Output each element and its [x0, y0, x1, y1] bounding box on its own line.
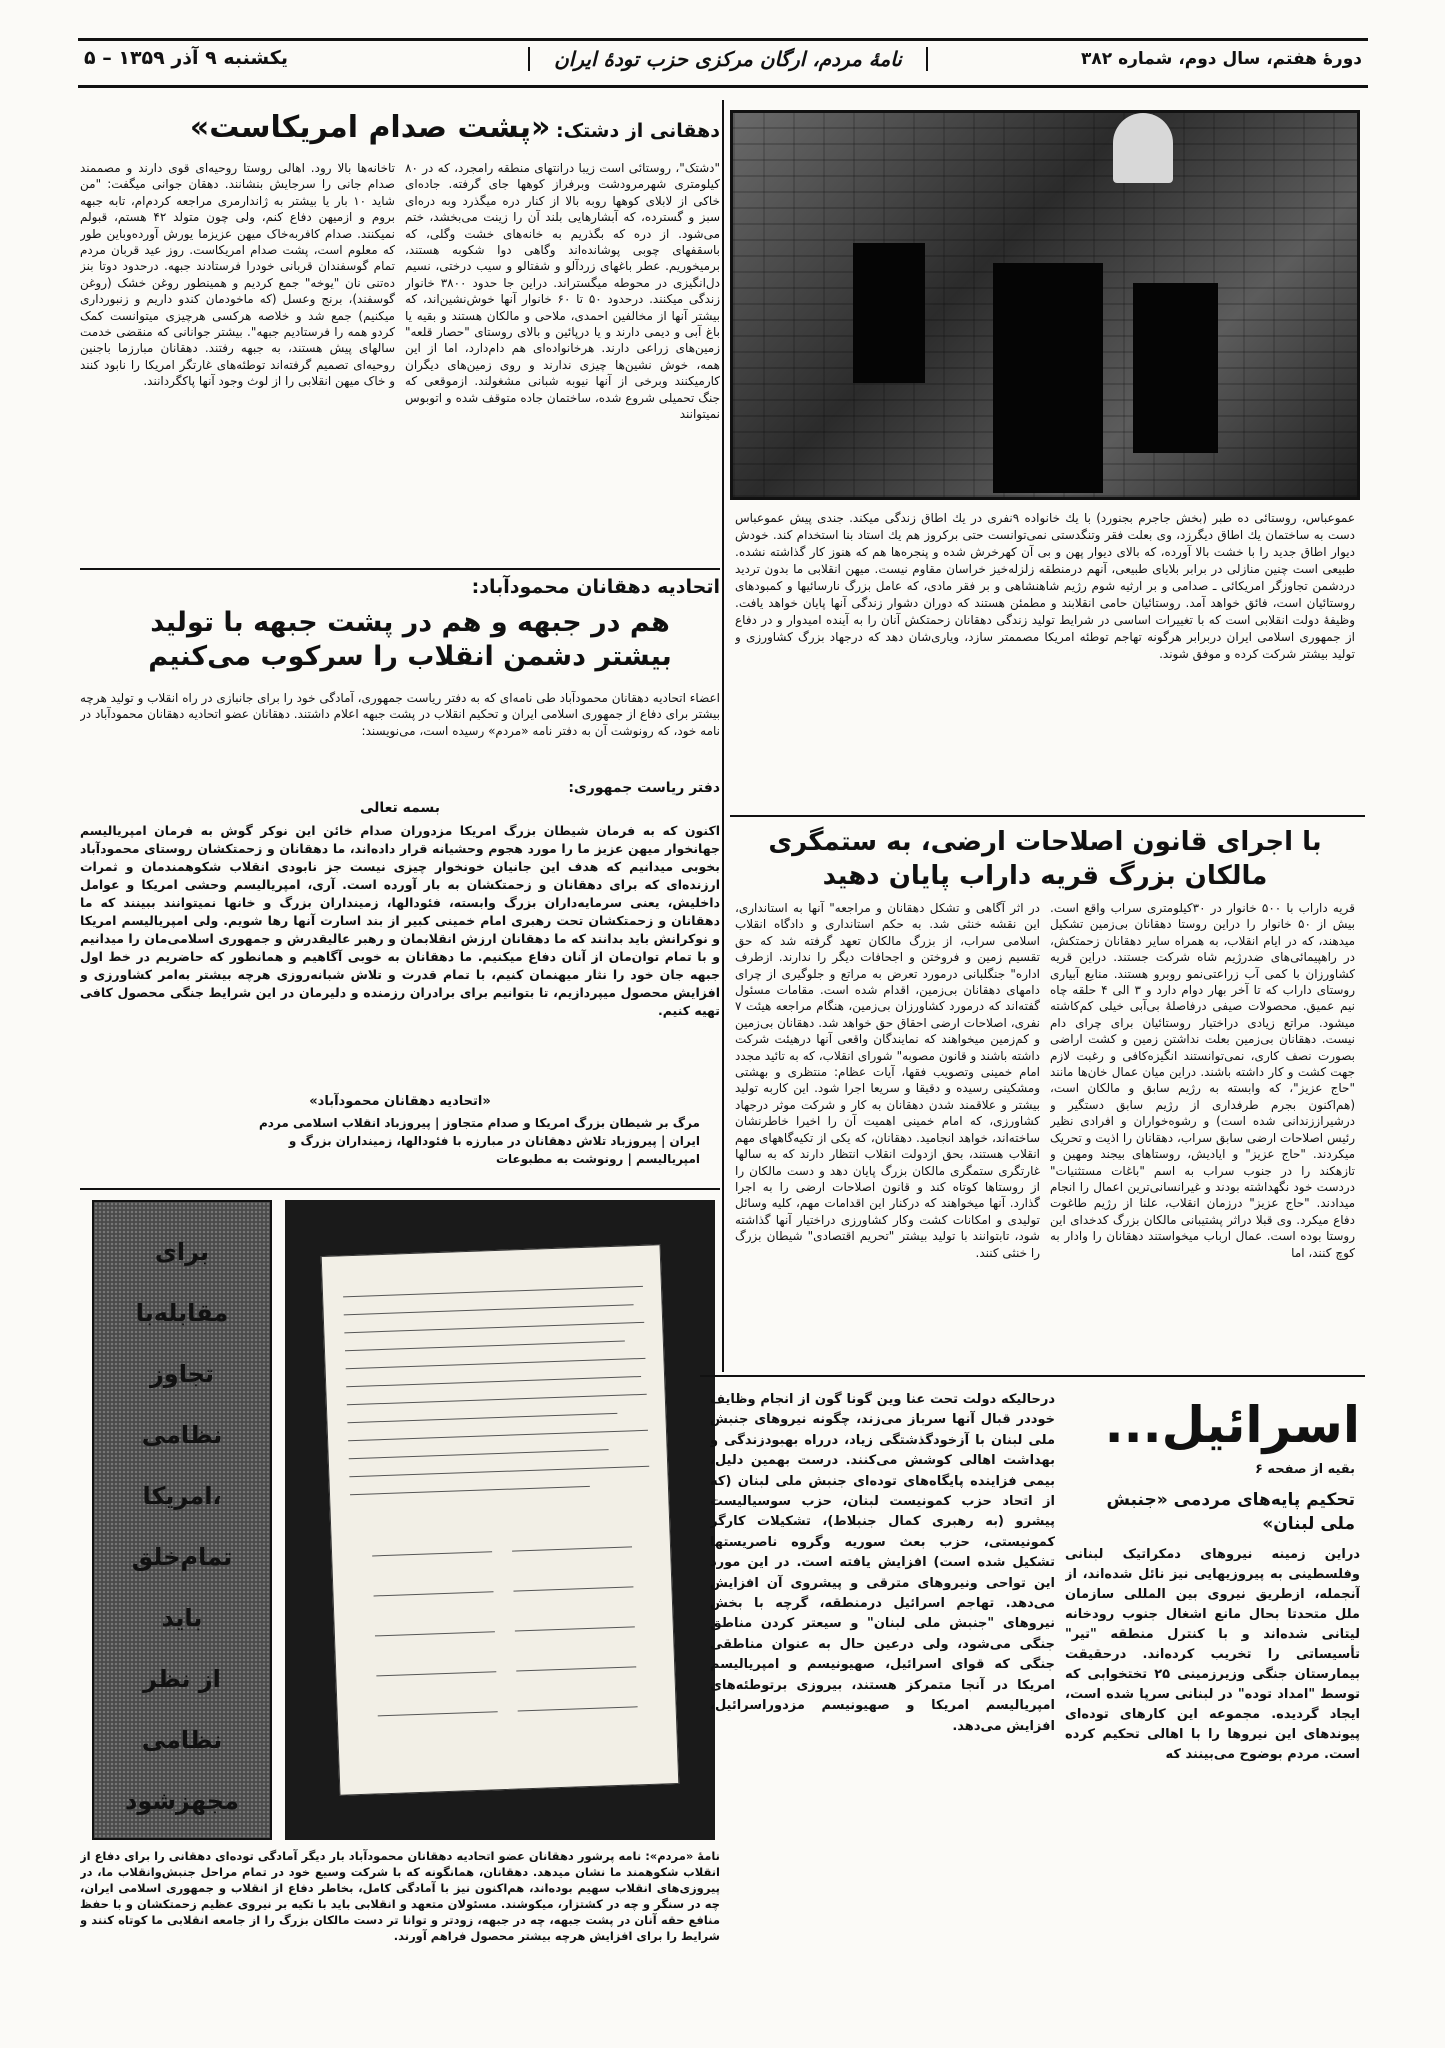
poster-line: تمام‌خلق	[131, 1543, 233, 1571]
israel-col-a: دراین زمینه نیروهای دمکراتیک لبنانی وفلسطینی به پیروزیهایی نیز نائل شده‌اند، از آنجمله، ازطریق نیروی بین المللی سازمان ملل متحدتا بحال مانع اشغال جنوب رودخانه لیتانی شده‌اند و با کنترل منطقه "تیر" تأسیساتی را تخریب کرده‌اند. درحقیقت بیمارستان جنگی وزیرزمینی ۲۵ تختخوابی که توسط "امداد توده" در لبنانی سرپا شده است، ایجاد گردیده. مجموعه این کارهای توده‌ای پیوندهای این نیروها را با اهالی تحکیم کرده است. مردم بوضوح می‌بینند که	[1065, 1547, 1360, 1762]
union-bism: بسمه تعالی	[359, 800, 441, 816]
land-col-b: در اثر آگاهی و تشکل دهقانان و مراجعه" آنها به استانداری، این نقشه خنثی شد. به حکم استانداری و دادگاه انقلاب اسلامی سراب، از بزرگ مالکان تعهد گرفته شد که حق تقسیم زمین و فروختن و اجحافات دیگر را ندارند. ازطرف اداره" جنگلبانی درمورد تعرض به مراتع و جلوگیری از چرای دامهای دهقانان بی‌زمین، اقدام شده است. مقامات مسئول گفته‌اند که درمورد کشاورزان بی‌زمین، هنگام مراجعه هیئت ۷ نفری، اصلاحات ارضی احقاق حق خواهد شد. دهقانان بی‌زمین و کم‌زمین میخواهند که نمایندگان واقعی آنها درهیئت شرکت داشته باشند و قانون مصوبه" شورای انقلاب، که به تائید مجدد امام خمینی وتصویب فقها، آیات عظام: منتظری و بهشتی ومشکینی رسیده و دقیقا و سریعا اجرا شود. این کاربه تولید بیشتر و علاقمند شدن دهقانان به کار و شرکت موثر درجهاد کشاورزی، که امام خمینی اهمیت آن را اخیرا خاطرنشان ساخته‌اند، خواهد انجامید. دهقانان، که یکی از تکیه‌گاههای مهم انقلاب هستند، بحق ازدولت انقلاب انتظار دارند که به سالها غارتگری ستمگری مالکان بزرگ پایان دهد و دست مالکان را از روستاها کوتاه کند و قانون اصلاحات ارضی را به اجرا گذارد. آنها میخواهند که درکنار این اقدامات مهم، کلیه وسائل تولیدی و امکانات کشت وکار کشاورزی دراختیار آنها گذاشته شود، تابتوانند با تولید بیشتر "تحریم اقتصادی" شیطان بزرگ را خنثی کنند.	[735, 901, 1040, 1260]
poster-line: برای	[154, 1238, 210, 1266]
israel-continued: بقیه از صفحه ۶	[1254, 1462, 1355, 1477]
poster-line: تجاوز	[149, 1360, 215, 1388]
photo-caption: عموعباس، روستائی ده طبر (بخش جاجرم بجنورد) با یك خانواده ۹نفری در یك اطاق زندگی میکند. جندی پیش عموعباس دست به ساختمان یك اطاق دیگرزد، وی بعلت فقر وتنگدستی نمی‌توانست حتی برکروز هم یك استاد بنا استخدام کند. خودش دیوار اطاق جدید را با خشت بالا آورده، که بالای دیوار پهن و بی آن کهرخرش شده و پنجره‌ها هم که هنوز کار گذاشته نشده. طبیعی است چنین منازلی در برابر بلایای طبیعی، آنهم درمنطقه زلزله‌خیز خراسان مقاوم نیست. میهن انقلابی ما بدون تردید دردشمن تجاوزگر امریکائی ـ صدامی و بر ارثیه شوم رژیم شاهنشاهی و بر فقر مادی، که عامل بزرگ نارسائیها و کمبودهای روستائیان است، فائق خواهد آمد. روستائیان حامی انقلابند و مطمئن هستند که دوران دشوار زندگی آنها پایان خواهد یافت. وظیفهٔ دولت انقلابی است که با تغییرات اساسی در شرایط تولید زندگی دهقانان زحمتکش آنان را به آینده امیدوار و در دفاع از جمهوری اسلامی ایران دربرابر هرگونه تهاجم توطئه امریکا مصممتر سازد، ویاری‌شان دهد که درجهاد بزرگ کشاورزی و تولید بیشتر شرکت کرده و موفق شوند.	[735, 511, 1355, 661]
letter-caption: نامهٔ «مردم»: نامه پرشور دهقانان عضو اتحادیه دهقانان محمودآباد بار دیگر آمادگی توده‌ای دهقانی را برای دفاع از انقلاب شکوهمند ما نشان میدهد. دهقانان، همانگونه که با شرکت وسیع خود در تمام مراحل جنبش‌وانقلاب ما، در پیروزی‌های انقلاب سهیم بوده‌اند، هم‌اکنون نیز با آمادگی کامل، بخاطر دفاع از انقلاب و جمهوری اسلامی ایران، چه در سنگر و چه در کشتزار، میکوشند. مسئولان متعهد و انقلابی باید با تکیه بر نیروی عظیم زحمتکشان و با حفظ منافع حقه آنان در پشت جبهه، چه در جبهه، زودتر و توانا تر دست مالکان بزرگ را از جامعه انقلابی ما کوتاه کنند و شرایط را برای افزایش هرچه بیشتر محصول فراهم آورند.	[80, 1849, 720, 1943]
masthead-date: یکشنبه ۹ آذر ۱۳۵۹ – ۵	[84, 47, 288, 69]
union-to: دفتر ریاست جمهوری:	[568, 780, 720, 796]
union-intro: اعضاء اتحادیه دهقانان محمودآباد طی نامه‌ای که به دفتر ریاست جمهوری، آمادگی خود را برای جانبازی در راه انقلاب و تولید هرچه بیشتر برای دفاع از جمهوری اسلامی ایران و تحکیم انقلاب در پشت جبهه اعلام داشتند. دهقانان عضو اتحادیه دهقانان محمودآباد در نامه خود، که رونوشت آن به دفتر نامه «مردم» رسیده است، می‌نویسند:	[80, 691, 720, 738]
doorway-right	[1133, 283, 1218, 453]
poster-line: نظامی	[141, 1726, 223, 1754]
israel-headline: اسرائیل...	[1104, 1396, 1360, 1454]
poster-line: مجهزشود	[125, 1787, 239, 1815]
slogan-poster	[92, 1200, 272, 1840]
rule-israel-top	[700, 1375, 1365, 1377]
israel-subhead: تحکیم پایه‌های مردمی «جنبش ملی لبنان»	[1106, 1490, 1355, 1534]
poster-line: نظامی	[141, 1421, 223, 1449]
land-headline: با اجرای قانون اصلاحات ارضی، به ستمگری مالکان بزرگ قریه داراب پایان دهید	[768, 827, 1322, 891]
rule-land-top	[730, 815, 1365, 817]
rule-main-divider	[722, 100, 724, 1372]
rule-union	[80, 1188, 720, 1190]
union-letter: اکنون که به فرمان شیطان بزرگ امریکا مزدوران صدام خائن این نوکر گوش به فرمان امپریالیسم جهانخوار میهن عزیز ما را مورد هجوم وحشیانه قرار داده‌اند، ما دهقانان و زحمتکشان روستای محمودآباد بخوبی میدانیم که هدف این جانیان خونخوار چیزی نیست جز نابودی انقلاب شکوهمندمان و ثمرات ارزنده‌ای که برای دهقانان و زحمتکشان به بار آورده است. آری، امپریالیسم وحشی امریکا و عوامل داخلیش، یعنی سرمایه‌داران بزرگ وابسته، فئودالها، زمینداران بزرگ و خانها نمیتوانند ببینند که ما دهقانان و زحمتکشان تحت رهبری امام خمینی کبیر از بند اسارت آنها رها شویم. ولی امپریالیسم امریکا و نوکرانش باید بدانند که ما دهقانان ارزش انقلابمان و رهبر عالیقدرش و جمهوری اسلامی‌مان را میدانیم و با تمام توان‌مان از آنان دفاع میکنیم. ما دهقانان به خوبی آگاهیم و همانطور که حاضریم در خط اول جبهه جان خود را نثار میهنمان کنیم، با تمام قدرت و تلاش شبانه‌روزی هرچه بیشتر به‌امر کشاورزی و افزایش محصول میپردازیم، تا بتوانیم برای برادران رزمنده و دلیرمان در این شرایط جنگی محصول کافی تهیه کنیم.	[80, 823, 720, 1018]
adobe-house-photo	[730, 110, 1360, 500]
poster-line: باید	[161, 1604, 203, 1632]
union-headline: هم در جبهه و هم در پشت جبهه با تولید بیشتر دشمن انقلاب را سرکوب می‌کنیم	[148, 607, 672, 672]
rule-top-story	[80, 568, 720, 570]
union-kicker: اتحادیه دهقانان محمودآباد:	[471, 576, 720, 598]
top-story-col-a: "دشتک"، روستائی است زیبا درانتهای منطقه رامجرد، که در ۸۰ کیلومتری شهرمرودشت وبرفراز کوهها جای گرفته. جاده‌ای خاکی از لابلای کوهها روبه بالا از کنار دره میگذرد وبه دره‌ای سبز و گسترده، که آبشارهایی بلند آن را زینت می‌بخشد، ختم می‌شود. از دره که بگذریم به خانه‌های خشت وگلی، که باسقفهای چوبی پوشانده‌اند وگاهی دوا شکوبه هستند، برمیخوریم. عطر باغهای زردآلو و شفتالو و سیب درختی، نسیم دل‌انگیزی در محوطه میگستراند. دراین جا حدود ۳۸۰۰ خانوار زندگی میکنند. درحدود ۵۰ تا ۶۰ خانوار آنها خوش‌نشین‌اند، که بیشتر آنها از مخالفین احمدی، ملاحی و مالکان هستند و بقیه یا باغ آبی و دیمی دارند و یا درپائین و بالای روستای "حصار قلعه" زمین‌های زراعی دارند. هرخانواده‌ای هم دام‌دارد، اما از این همه، خوش نشین‌ها چیزی ندارند و روی زمین‌های دیگران کارمیکنند وبرخی از آنها نیوبه شبانی مشغولند. ازموقعی که جنگ تحمیلی شروع شده، ساختمان جاده متوقف شده و اتوبوس نمیتوانند	[405, 161, 720, 422]
poster-line: از نظر	[143, 1665, 221, 1693]
doorway-center	[993, 263, 1103, 493]
masthead-issue: دورهٔ هفتم، سال دوم، شماره ۳۸۲	[1081, 49, 1362, 69]
masthead-paper: نامهٔ مردم، ارگان مرکزی حزب تودهٔ ایران	[528, 47, 928, 71]
doorway-left	[853, 243, 925, 383]
poster-line: مقابله‌با	[135, 1299, 229, 1327]
poster-line: امریکا،	[142, 1482, 222, 1510]
handwritten-letter	[321, 1244, 680, 1796]
masthead	[78, 38, 1368, 88]
israel-col-b: درحالیکه دولت تحت عنا وین گونا گون از انجام وظایف خوددر قبال آنها سرباز می‌زند، چگونه نیروهای جنبش ملی لبنان با آزخودگذشتگی زیاد، درراه بهبودزندگی و بهداشت اهالی کوشش می‌کنند. درست بهمین دلیل، بیمی فزاینده پایگاه‌های توده‌ای جنبش ملی لبنان (که از اتحاد حزب کمونیست لبنان، حزب سوسیالیست پیشرو (به رهبری کمال جنبلاط)، تشکیلات کارگر کمونیستی، حزب بعث سوریه وگروه ناصریستها تشکیل شده است) افزایش یافته است. در این مورد این تواحی ونیروهای مترقی و پیشروی آن افزایش می‌دهد. تهاجم اسرائیل درمنطقه، گرچه با بخش نیروهای "جنبش ملی لبنان" و سیعتر کردن مناطق جنگی می‌شود، ولی درعین حال به عنوان مناطقی جنگی که قوای اسرائیل، صهیونیسم و امپریالیسم امریکا در آنجا متمرکز هستند، بیروزی برتوطئه‌های امپریالیسم امریکا و صهیونیسم مزدوراسرائیل، افزایش می‌دهد.	[710, 1392, 1055, 1734]
top-story-kicker: دهقانی از دشتک:	[555, 120, 720, 142]
top-story-headline-box	[80, 110, 720, 156]
top-story-headline: «پشت صدام امریکاست»	[189, 110, 551, 145]
land-col-a: قریه داراب با ۵۰۰ خانوار در ۳۰کیلومتری سراب واقع است. بیش از ۵۰ خانوار را دراین روستا دهقانان بی‌زمین تشکیل میدهند، که در ایام انقلاب، به همراه سایر دهقانان زحمتکش، در راهپیمائی‌های ضدرژیم شاه شرکت جستند. دراین قریه کشاورزان با کمی آب زراعتی‌نمو روبرو هستند. منابع آبیاری روستای داراب که تا آخر بهار دوام دارد و ۳ الی ۴ حلقه چاه نیم عمیق. محصولات صیفی درفاصلهٔ بی‌آبی خیلی کم‌کاشته میشود. مراتع زیادی دراختیار روستائیان برای چرای دام نیست. دهقانان بی‌زمین بعلت نداشتن زمین و کشت اراضی بصورت نصف کاری، نمی‌توانستند انگیزه‌کافی و رغبت لازم جهت کشت و کار داشته باشند. دراین میان عمال خان‌ها مانند "حاج عزیز"، که وابسته به رژیم سابق و مالکان است، (هم‌اکنون بجرم طرفداری از رژیم سابق دستگیر و درشیراززندانی شده است) و رشوه‌خواران و افرادی نظیر رئیس اصلاحات ارضی سابق سراب، دهقانان را اذیت و تحریک میکردند. "حاج عزیز" و ایادیش، روستاهای بیجند ومهین و تازهکند را در جنوب سراب به اسم "باغات مستثنیات" دردست خود نگهداشته بودند و غیرانسانی‌ترین اعمال را انجام میدادند. "حاج عزیز" درزمان انقلاب، علنا از رژیم طاغوت دفاع میکرد. وی قبلا دراثر پشتیبانی مالکان بزرگ کدخدای این روستا بوده است. عمال ارباب میخواستند دهقانان را وادار به کوچ کنند، اما	[1050, 901, 1355, 1260]
letter-facsimile-frame	[285, 1200, 715, 1840]
union-slogans: مرگ بر شیطان بزرگ امریکا و صدام متجاوز | پیروزباد انقلاب اسلامی مردم ایران | پیروزباد تلاش دهقانان در مبارزه با فئودالها، زمینداران بزرگ و امپریالیسم | رونوشت به مطبوعات	[259, 1116, 700, 1166]
top-story-col-b: تاخانه‌ها بالا رود. اهالی روستا روحیه‌ای قوی دارند و مصممند صدام جانی را سرجایش بنشانند. دهقان جوانی میگفت: "من شاید ۱۰ بار یا بیشتر به ژاندارمری مراجعه کردم‌ام، تابه جبهه بروم و ازمیهن دفاع کنم، ولی چون متولد ۴۲ هستم، قبولم نمیکنند. صدام کافربه‌خاک میهن عزیزما یورش آورده‌وباین طور که معلوم است، پشت صدام امریکاست. روز عید قربان مردم تمام گوسفندان قربانی خودرا فرستادند جبهه. درحدود دوتا بنز ده‌تنی نان "یوخه" جمع کردیم و همینطور روغن خشک (روغن گوسفند)، برنج وعسل (که ماخودمان کندو داریم و زنبورداری میکنیم) جمع شد و خلاصه هرکسی هرچیزی میتوانست کمک کردو همه را فرستادیم جبهه". بیشتر جوانانی که منقضی خدمت سالهای پیش هستند، به جبهه رفتند. دهقانان مبارزما باجنین روحیه‌ای تصمیم گرفته‌اند توطئه‌های غارتگر امریکا را نابود کنند و خاک میهن انقلابی را از لوث وجود آنها پاکگردانند.	[80, 161, 395, 389]
worker-figure	[1113, 113, 1173, 183]
union-signature: «اتحادیه دهقانان محمودآباد»	[309, 1094, 491, 1109]
